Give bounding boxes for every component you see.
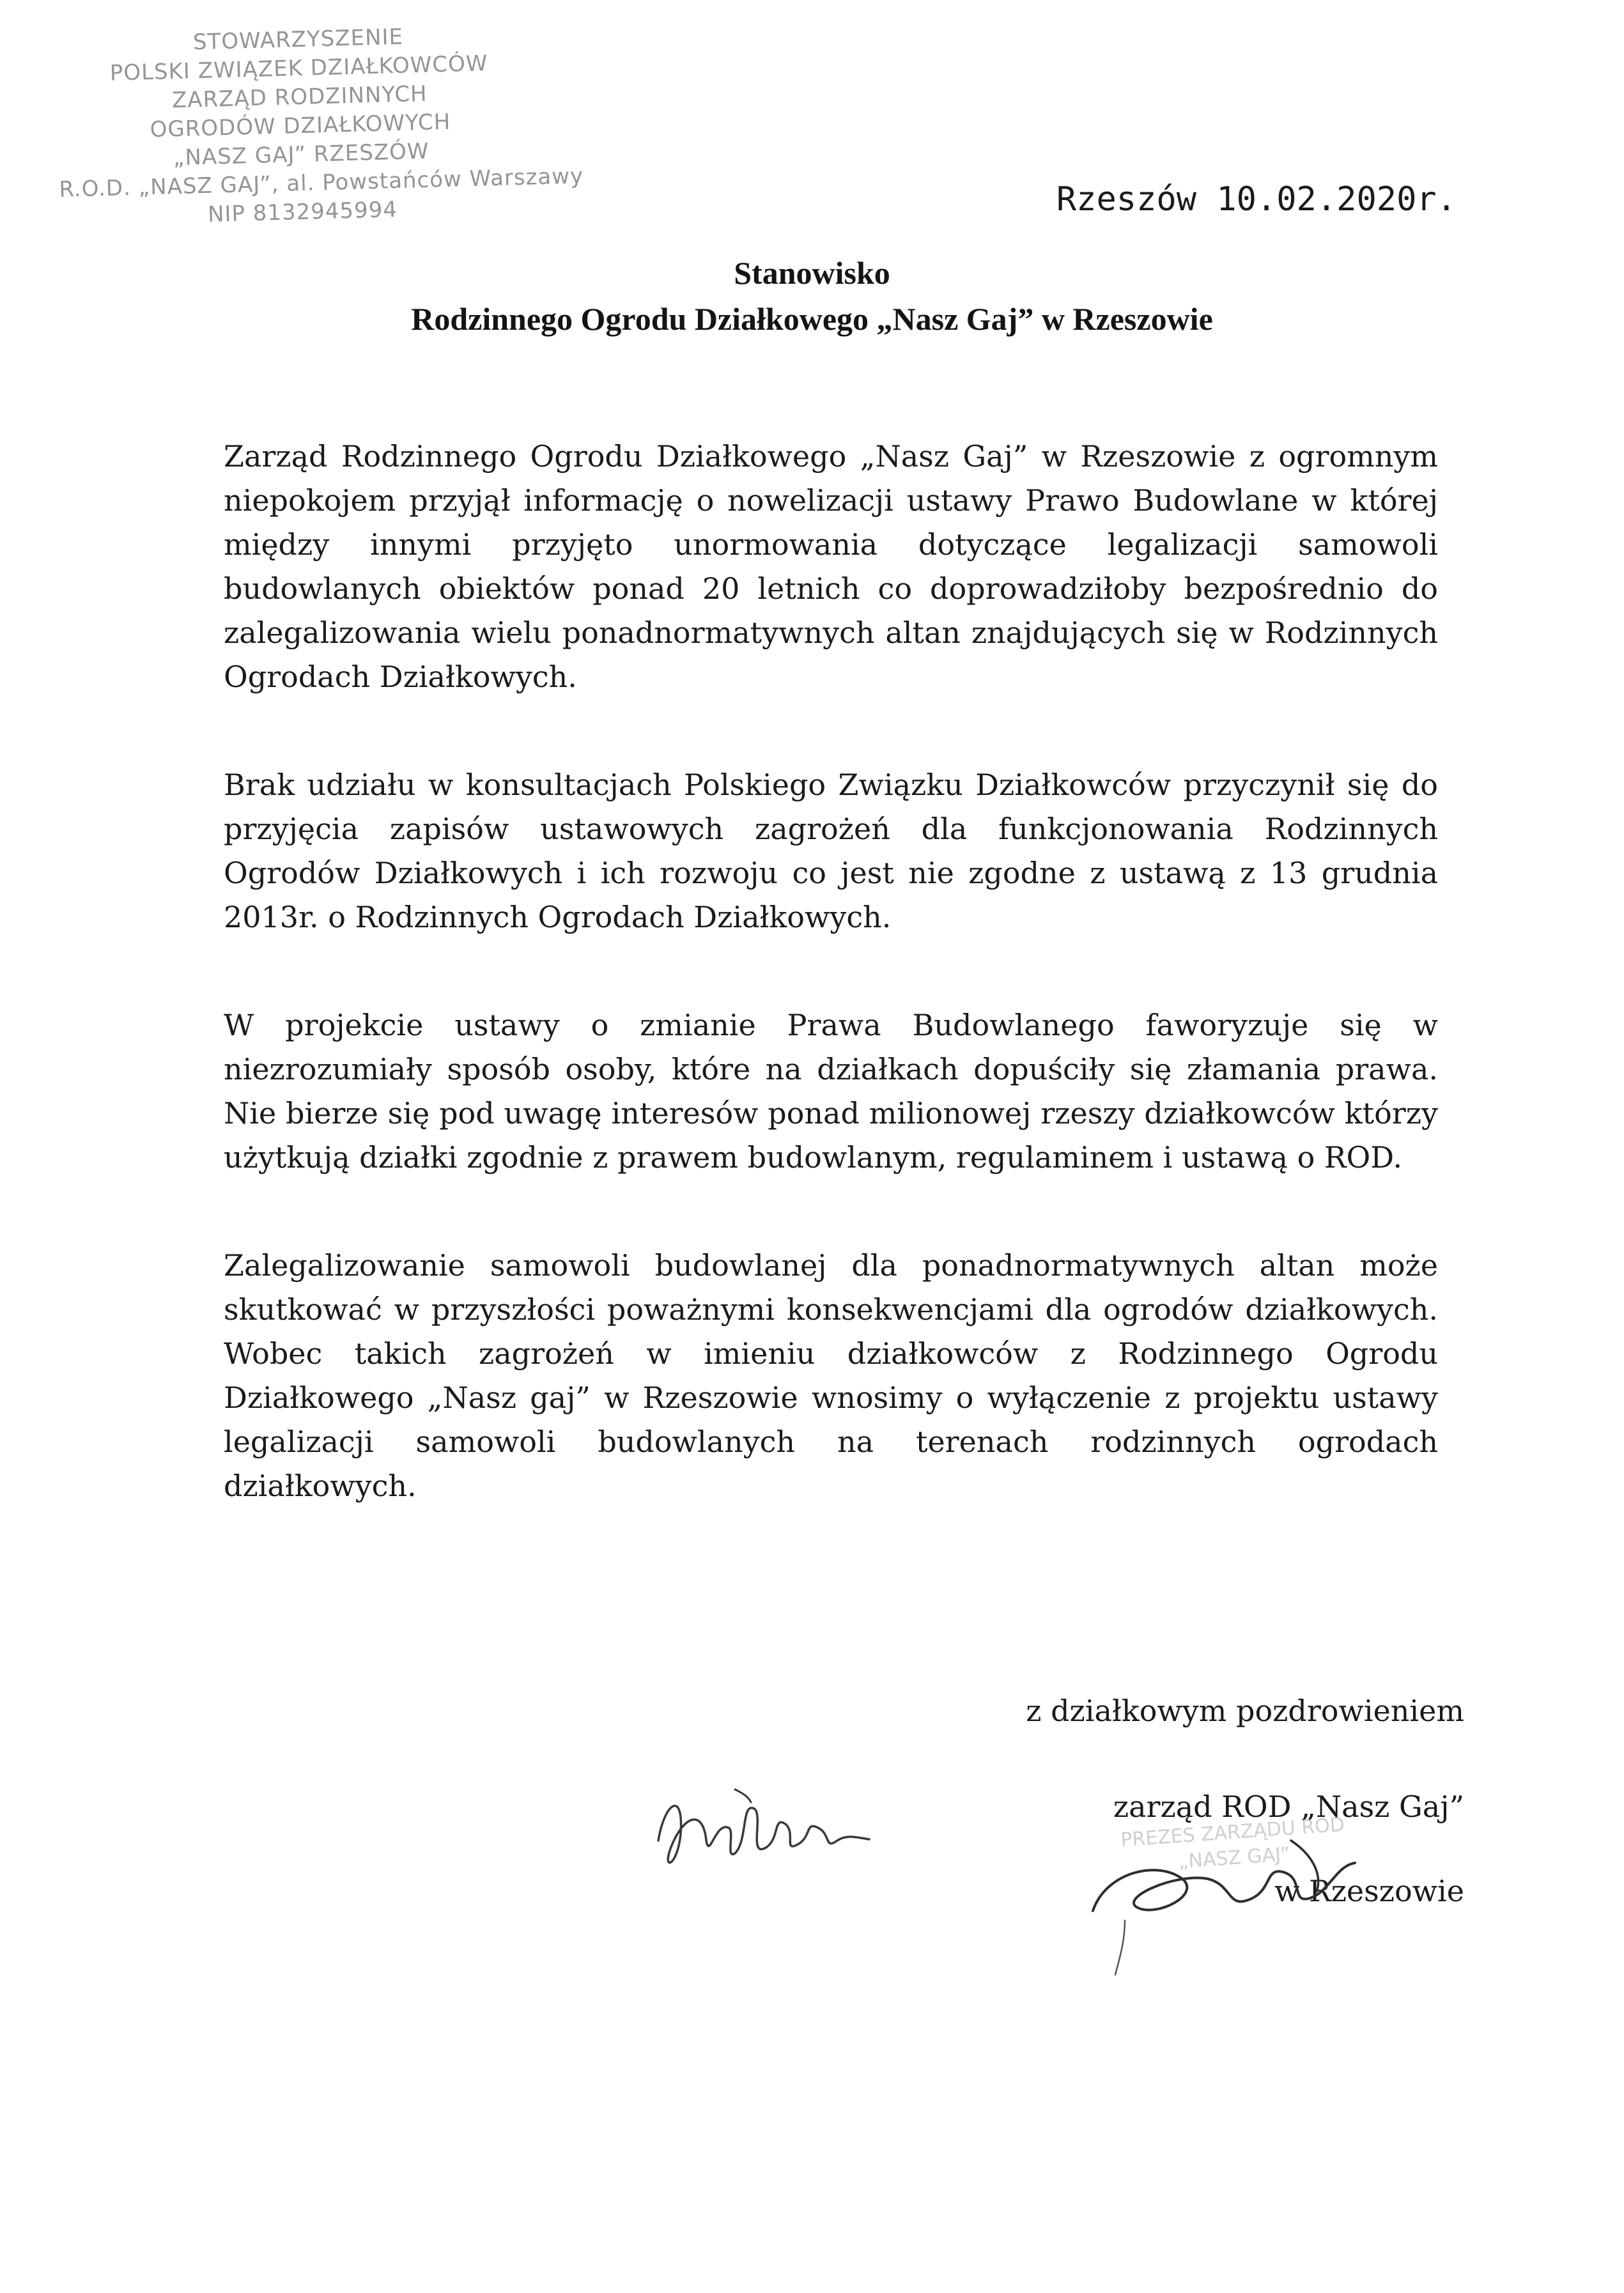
closing-board: zarząd ROD „Nasz Gaj” <box>1113 1789 1464 1824</box>
closing-greeting: z działkowym pozdrowieniem <box>1026 1694 1464 1728</box>
stamp-line: NIP 8132945994 <box>207 197 398 228</box>
stamp-line: „NASZ GAJ” <box>1177 1842 1291 1874</box>
stamp-line: OGRODÓW DZIAŁKOWYCH <box>150 109 451 143</box>
signature-left <box>646 1764 888 1892</box>
document-title: Stanowisko <box>734 255 890 291</box>
stamp-line: STOWARZYSZENIE <box>192 24 404 56</box>
stamp-line: R.O.D. „NASZ GAJ”, al. Powstańców Warszawy <box>58 163 584 203</box>
document-body <box>224 435 1438 1572</box>
stamp-line: POLSKI ZWIĄZEK DZIAŁKOWCÓW <box>109 50 488 86</box>
stamp-line: PREZES ZARZĄDU ROD <box>1120 1813 1345 1852</box>
paragraph: Zarząd Rodzinnego Ogrodu Działkowego „Nasz Gaj” w Rzeszowie z ogromnym niepokojem przyjął informację o nowelizacji ustawy Prawo Budowlane w której między innymi przyjęto unormowania dotyczące legalizacji samowoli budowlanych obiektów ponad 20 letnich co doprowadziłoby bezpośrednio do zalegalizowania wielu ponadnormatywnych altan znajdujących się w Rodzinnych Ogrodach Działkowych. <box>224 439 1438 694</box>
stamp-line: ZARZĄD RODZINNYCH <box>171 81 428 114</box>
paragraph: Brak udziału w konsultacjach Polskiego Związku Działkowców przyczynił się do przyjęcia zapisów ustawowych zagrożeń dla funkcjonowania Rodzinnych Ogrodów Działkowych i ich rozwoju co jest nie zgodne z ustawą z 13 grudnia 2013r. o Rodzinnych Ogrodach Działkowych. <box>224 768 1438 934</box>
signature-right <box>1080 1802 1412 1994</box>
document-date: Rzeszów 10.02.2020r. <box>1056 180 1457 219</box>
stamp-line: „NASZ GAJ” RZESZÓW <box>173 138 429 171</box>
paragraph: Zalegalizowanie samowoli budowlanej dla ponadnormatywnych altan może skutkować w przyszłości poważnymi konsekwencjami dla ogrodów działkowych. Wobec takich zagrożeń w imieniu działkowców z Rodzinnego Ogrodu Działkowego „Nasz gaj” w Rzeszowie wnosimy o wyłączenie z projektu ustawy legalizacji samowoli budowlanych na terenach rodzinnych ogrodach działkowych. <box>224 1248 1438 1503</box>
organization-stamp <box>55 19 584 233</box>
closing-city: w Rzeszowie <box>1274 1874 1464 1908</box>
document-subtitle: Rodzinnego Ogrodu Działkowego „Nasz Gaj” w Rzeszowie <box>411 301 1213 337</box>
paragraph: W projekcie ustawy o zmianie Prawa Budowlanego faworyzuje się w niezrozumiały sposób osoby, które na działkach dopuściły się złamania prawa. Nie bierze się pod uwagę interesów ponad milionowej rzeszy działkowców którzy użytkują działki zgodnie z prawem budowlanym, regulaminem i ustawą o ROD. <box>224 1008 1438 1175</box>
